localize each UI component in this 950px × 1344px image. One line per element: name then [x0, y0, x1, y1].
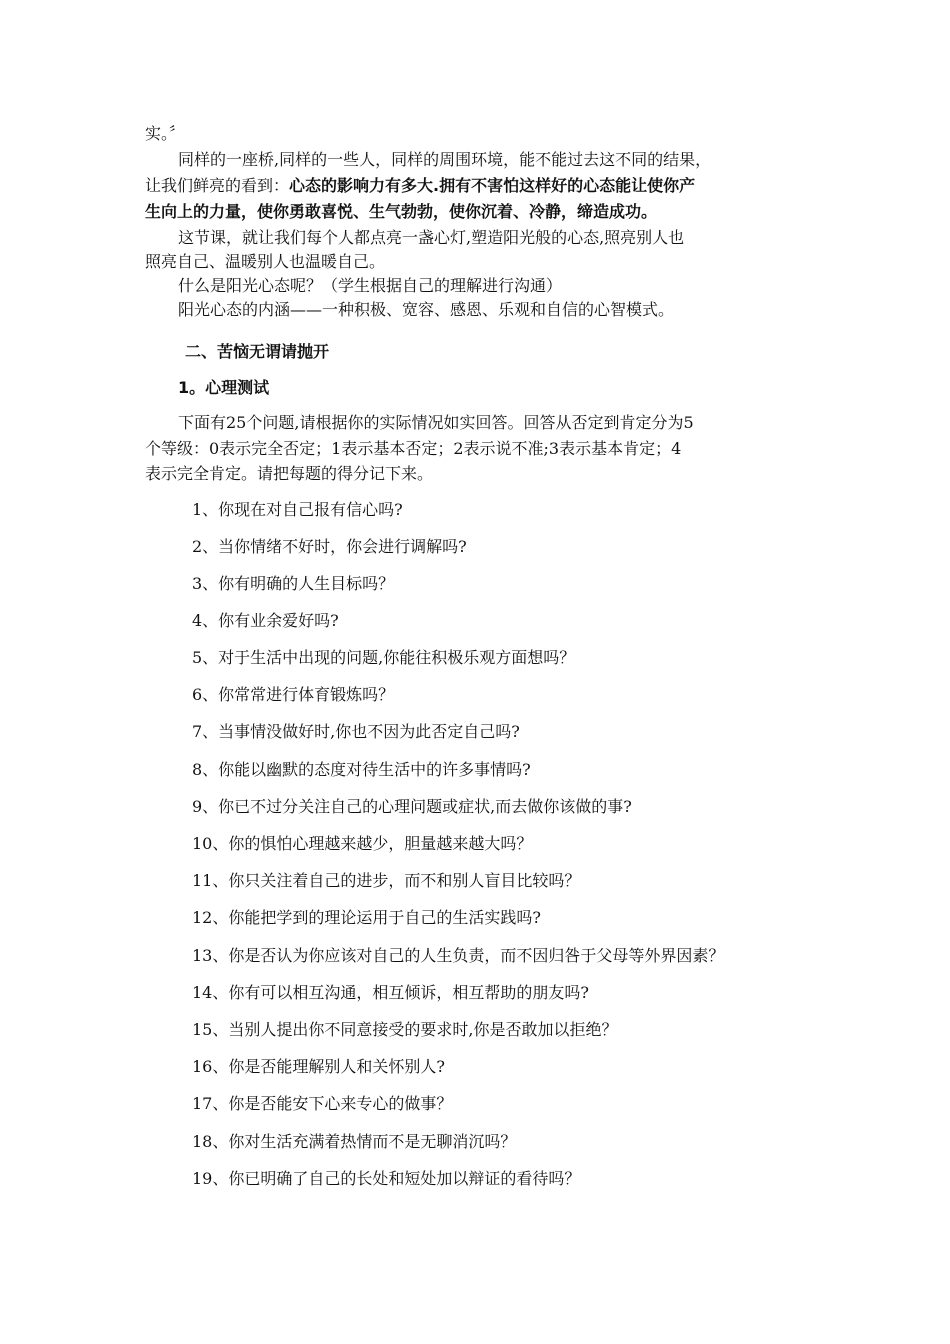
intro-line-7: 什么是阳光心态呢？（学生根据自己的理解进行沟通）	[178, 276, 563, 295]
question-item: 16、你是否能理解别人和关怀别人?	[192, 1057, 445, 1076]
question-item: 9、你已不过分关注自己的心理问题或症状,而去做你该做的事?	[192, 797, 632, 816]
question-item: 4、你有业余爱好吗?	[192, 611, 339, 630]
instruction-line-3: 表示完全肯定。请把每题的得分记下来。	[145, 464, 434, 483]
instruction-line-1: 下面有25个问题,请根据你的实际情况如实回答。回答从否定到肯定分为5	[178, 413, 694, 432]
question-item: 15、当别人提出你不同意接受的要求时,你是否敢加以拒绝？	[192, 1020, 618, 1039]
intro-line-4: 生向上的力量，使你勇敢喜悦、生气勃勃，使你沉着、冷静，缔造成功。	[145, 202, 658, 221]
question-item: 13、你是否认为你应该对自己的人生负责，而不因归咎于父母等外界因素？	[192, 946, 725, 965]
question-item: 7、当事情没做好时,你也不因为此否定自己吗?	[192, 722, 520, 741]
intro-line-3	[145, 174, 695, 198]
question-item: 5、对于生活中出现的问题,你能往积极乐观方面想吗？	[192, 648, 576, 667]
question-item: 12、你能把学到的理论运用于自己的生活实践吗?	[192, 908, 541, 927]
question-item: 14、你有可以相互沟通，相互倾诉，相互帮助的朋友吗?	[192, 983, 589, 1002]
intro-line-5: 这节课，就让我们每个人都点亮一盏心灯,塑造阳光般的心态,照亮别人也	[178, 228, 685, 247]
question-item: 3、你有明确的人生目标吗？	[192, 574, 395, 593]
intro-line-6: 照亮自己、温暖别人也温暖自己。	[145, 252, 386, 271]
question-item: 11、你只关注着自己的进步，而不和别人盲目比较吗？	[192, 871, 581, 890]
instruction-line-2: 个等级：0表示完全否定；1表示基本否定；2表示说不准;3表示基本肯定；4	[145, 439, 682, 458]
question-item: 18、你对生活充满着热情而不是无聊消沉吗？	[192, 1132, 517, 1151]
section-subtitle: 1。心理测试	[178, 378, 270, 397]
question-item: 1、你现在对自己报有信心吗?	[192, 500, 403, 519]
intro-line-2: 同样的一座桥,同样的一些人，同样的周围环境，能不能过去这不同的结果，	[178, 150, 712, 169]
intro-line-3-normal: 让我们鲜亮的看到：	[145, 176, 290, 195]
intro-line-1: 实。〞	[145, 124, 186, 143]
question-item: 10、你的惧怕心理越来越少，胆量越来越大吗？	[192, 834, 533, 853]
question-item: 8、你能以幽默的态度对待生活中的许多事情吗?	[192, 760, 531, 779]
intro-line-3-bold: 心态的影响力有多大.拥有不害怕这样好的心态能让使你产	[289, 176, 696, 195]
question-item: 19、你已明确了自己的长处和短处加以辩证的看待吗？	[192, 1169, 581, 1188]
intro-line-8: 阳光心态的内涵——一种积极、宽容、感恩、乐观和自信的心智模式。	[178, 300, 675, 319]
question-item: 6、你常常进行体育锻炼吗？	[192, 685, 395, 704]
section-title: 二、苦恼无谓请抛开	[185, 342, 330, 361]
question-item: 17、你是否能安下心来专心的做事？	[192, 1094, 453, 1113]
question-item: 2、当你情绪不好时，你会进行调解吗?	[192, 537, 467, 556]
